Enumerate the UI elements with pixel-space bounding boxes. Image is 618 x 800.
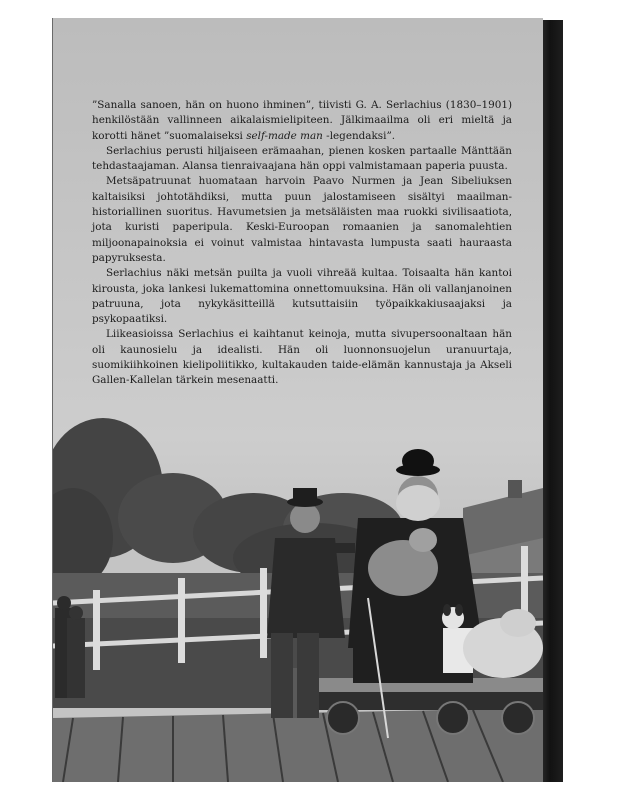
blurb-paragraph-5: Liikeasioissa Serlachius ei kaihtanut keinoja, mutta sivupersoonaltaan hän oli kaunosielu ja idealisti. Hän oli luonnonsuojelun uranuurtaja, suomikiihkoinen kielipoliitikko, kultakauden taide-elämän kannustaja ja Akseli Gallen-Kallelan tärkein mesenaatti.	[92, 328, 512, 387]
children-figures	[55, 596, 85, 698]
blurb-paragraph-4: Serlachius näki metsän puilta ja vuoli vihreää kultaa. Toisaalta hän kantoi kirousta, joka lankesi lukemattomina onnettomuuksina. Hän oli vallanjanoinen patruuna, jota nykykäsitteillä kutsuttaisiin työpaikkakiusaajaksi ja psykopaatiksi.	[92, 267, 512, 326]
blurb-paragraph-2: Serlachius perusti hiljaiseen erämaahan, pienen kosken partaalle Mänttään tehdastaajaman. Alansa tienraivaajana hän oppi valmistamaan paperia puusta.	[92, 144, 512, 173]
blurb-paragraph-3: Metsäpatruunat huomataan harvoin Paavo Nurmen ja Jean Sibeliuksen kaltaisiksi johtotähdiksi, mutta puun jalostamiseen sisältyi maailmanhistoriallinen suoritus. Havumetsien ja metsäläisten maa ruokki sivilisaatiota, jota kuristi paperipula. Keski-Euroopan romaanien ja sanomalehtien miljoonapainoksia ei voinut valmistaa hintavasta lumpusta saati hauraasta papyruksesta.	[92, 175, 512, 264]
book-back-cover	[53, 18, 543, 782]
blurb-paragraph-1: ”Sanalla sanoen, hän on huono ihminen”, tiivisti G. A. Serlachius (1830–1901) henkilöstään vallinneen aikalaismielipiteen. Jälkimaailma oli eri mieltä ja korotti hänet ”suomalaiseksi self-made man -legendaksi”.	[92, 99, 512, 142]
blurb-text	[92, 98, 512, 389]
italic-phrase: self-made man	[246, 129, 323, 142]
book-spine	[541, 20, 563, 782]
